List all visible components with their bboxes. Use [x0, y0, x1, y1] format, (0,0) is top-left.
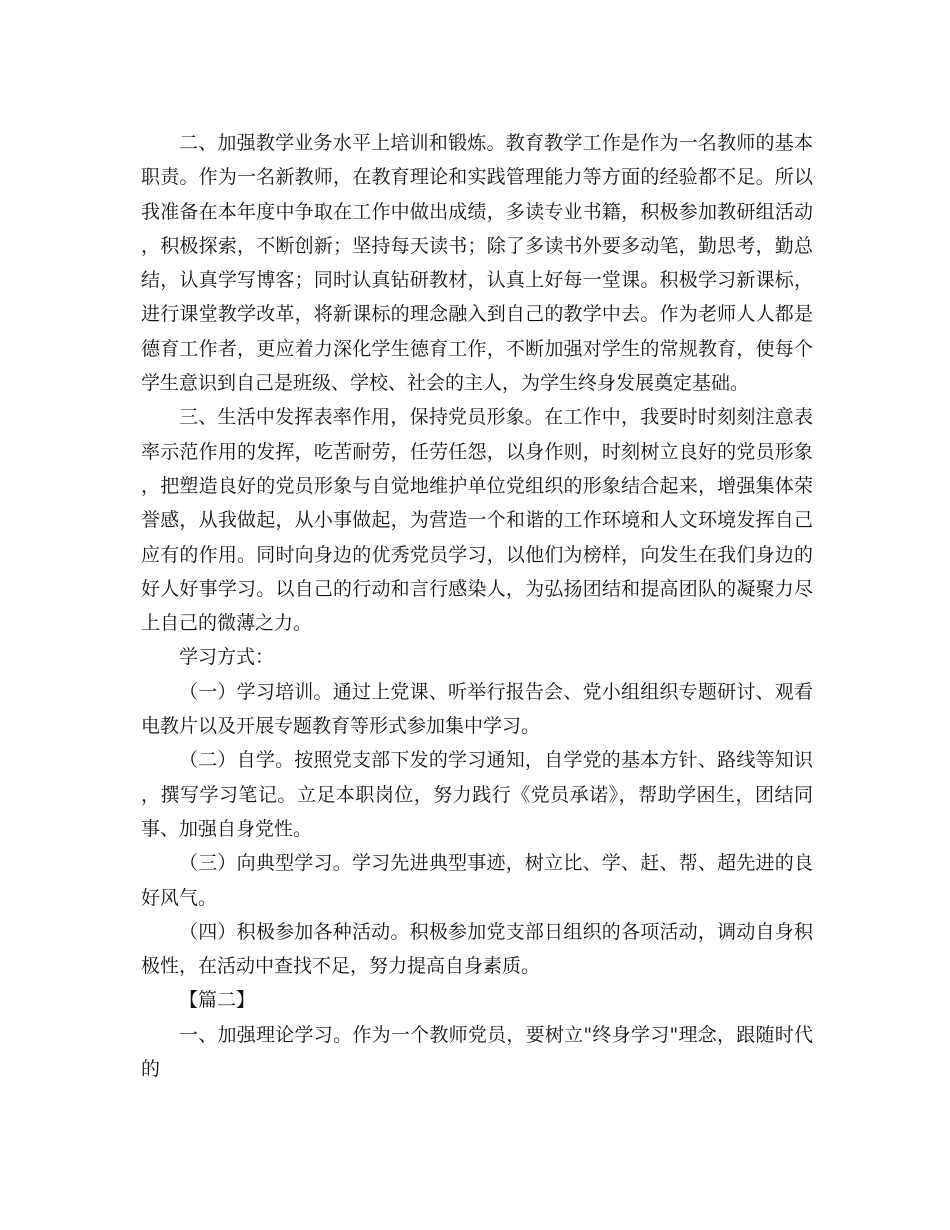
paragraph-self-study: （二）自学。按照党支部下发的学习通知，自学党的基本方针、路线等知识，撰写学习笔记。立足本职岗位，努力践行《党员承诺》，帮助学困生，团结同事、加强自身党性。 [141, 749, 813, 840]
paragraph-study-methods-heading: 学习方式： [179, 646, 275, 669]
paragraph-role-model: 三、生活中发挥表率作用，保持党员形象。在工作中，我要时时刻刻注意表率示范作用的发挥，吃苦耐劳，任劳任怨，以身作则，时刻树立良好的党员形象，把塑造良好的党员形象与自觉地维护单位党组织的形象结合起来，增强集体荣誉感，从我做起，从小事做起，为营造一个和谐的工作环境和人文环境发挥自己应有的作用。同时向身边的优秀党员学习，以他们为榜样，向发生在我们身边的好人好事学习。以自己的行动和言行感染人，为弘扬团结和提高团队的凝聚力尽上自己的微薄之力。 [141, 406, 813, 635]
section-heading-part-two: 【篇二】 [179, 989, 256, 1012]
document-body [141, 126, 813, 1086]
paragraph-study-training: （一）学习培训。通过上党课、听举行报告会、党小组组织专题研讨、观看电教片以及开展专题教育等形式参加集中学习。 [141, 680, 813, 738]
paragraph-theory-study: 一、加强理论学习。作为一个教师党员，要树立"终身学习"理念，跟随时代的 [141, 1023, 813, 1081]
paragraph-teaching-training: 二、加强教学业务水平上培训和锻炼。教育教学工作是作为一名教师的基本职责。作为一名新教师，在教育理论和实践管理能力等方面的经验都不足。所以我准备在本年度中争取在工作中做出成绩，多读专业书籍，积极参加教研组活动，积极探索，不断创新；坚持每天读书；除了多读书外要多动笔，勤思考，勤总结，认真学写博客；同时认真钻研教材，认真上好每一堂课。积极学习新课标，进行课堂教学改革，将新课标的理念融入到自己的教学中去。作为老师人人都是德育工作者，更应着力深化学生德育工作，不断加强对学生的常规教育，使每个学生意识到自己是班级、学校、社会的主人，为学生终身发展奠定基础。 [141, 132, 813, 395]
paragraph-learn-from-models: （三）向典型学习。学习先进典型事迹，树立比、学、赶、帮、超先进的良好风气。 [141, 852, 813, 909]
paragraph-activities: （四）积极参加各种活动。积极参加党支部日组织的各项活动，调动自身积极性，在活动中查找不足，努力提高自身素质。 [141, 920, 813, 978]
